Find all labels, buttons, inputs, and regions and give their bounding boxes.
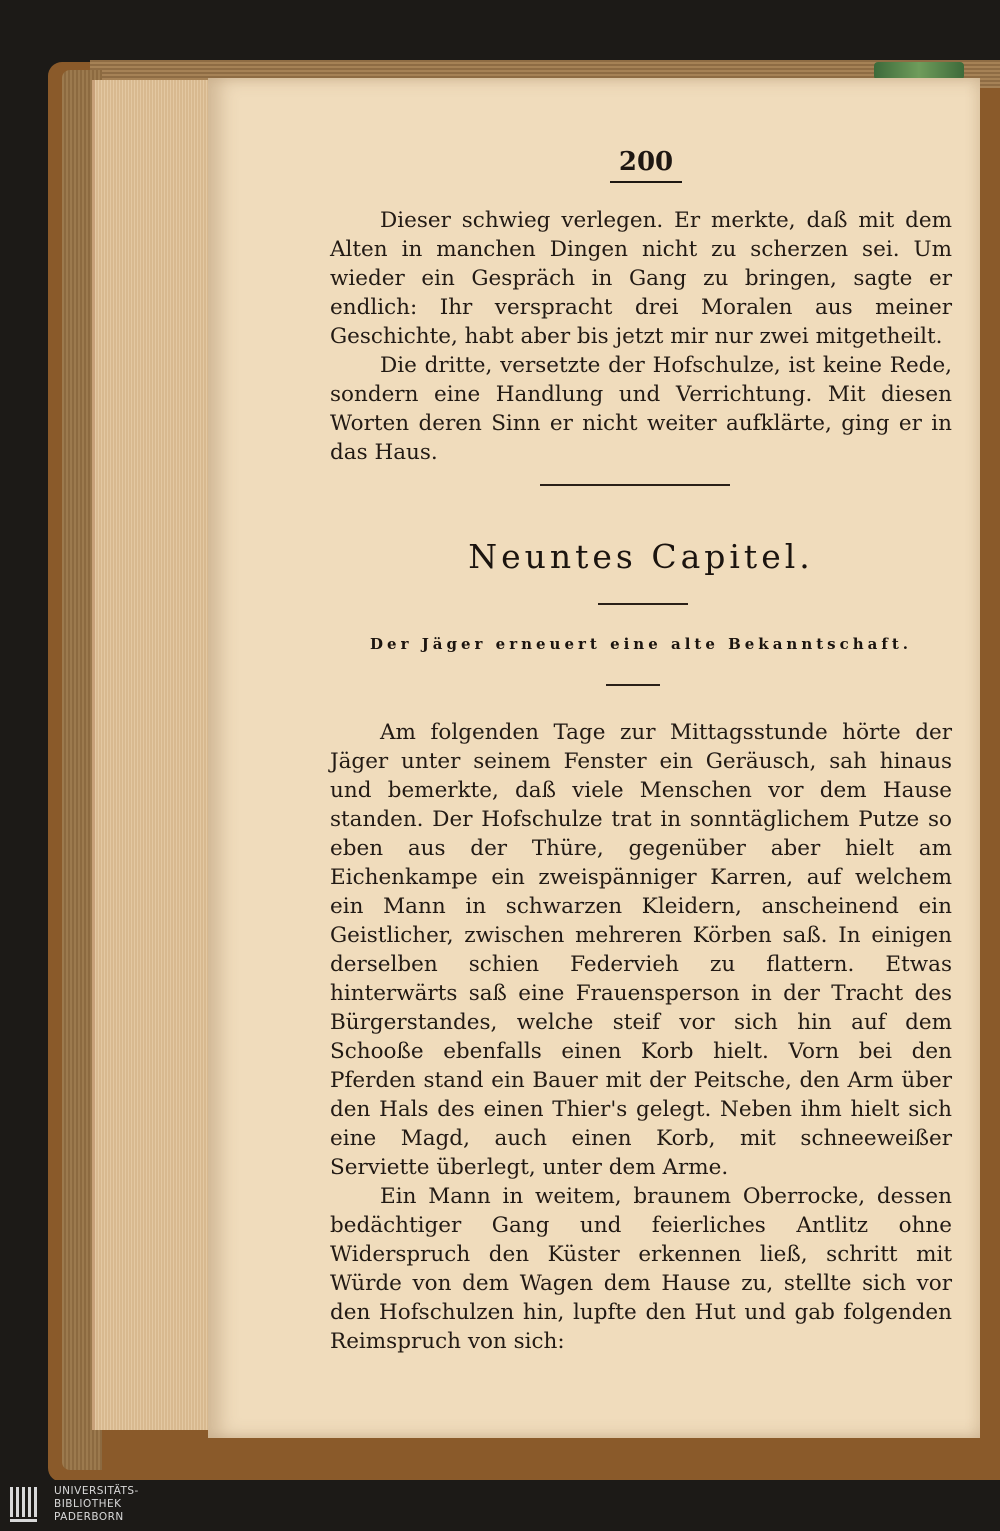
chapter-title: Neuntes Capitel.	[468, 537, 814, 576]
paragraph: Die dritte, versetzte der Hofschulze, ist keine Rede, sondern eine Handlung und Verrichtung. Mit diesen Worten deren Sinn er nicht weiter aufklärte, ging er in das Haus.	[330, 353, 952, 465]
footer-bar	[0, 1480, 1000, 1531]
page-edges	[92, 80, 213, 1430]
chapter-subtitle: Der Jäger erneuert eine alte Bekanntschaft.	[370, 635, 912, 653]
library-name	[54, 1485, 139, 1524]
subtitle-rule	[606, 684, 660, 686]
text-block-bottom	[330, 718, 952, 1356]
section-divider	[540, 484, 730, 486]
text-block-top	[330, 206, 952, 467]
library-name-line: BIBLIOTHEK	[54, 1498, 122, 1510]
library-name-line: UNIVERSITÄTS-	[54, 1485, 139, 1497]
paragraph: Ein Mann in weitem, braunem Oberrocke, dessen bedächtiger Gang und feierliches Antlitz ohne Widerspruch den Küster erkennen ließ, schritt mit Würde von dem Wagen dem Hause zu, stellte sich vor den Hofschulzen hin, lupfte den Hut und gab folgenden Reimspruch von sich:	[330, 1184, 952, 1354]
page-number: 200	[610, 147, 682, 183]
paragraph: Dieser schwieg verlegen. Er merkte, daß mit dem Alten in manchen Dingen nicht zu scherzen sei. Um wieder ein Gespräch in Gang zu bringen, sagte er endlich: Ihr verspracht drei Moralen aus meiner Geschichte, habt aber bis jetzt mir nur zwei mitgetheilt.	[330, 208, 952, 349]
title-rule	[598, 603, 688, 605]
library-name-line: PADERBORN	[54, 1511, 124, 1523]
library-logo-icon	[8, 1485, 44, 1525]
paragraph: Am folgenden Tage zur Mittagsstunde hörte der Jäger unter seinem Fenster ein Geräusch, sah hinaus und bemerkte, daß viele Menschen vor dem Hause standen. Der Hofschulze trat in sonntäglichem Putze so eben aus der Thüre, gegenüber aber hielt am Eichenkampe ein zweispänniger Karren, auf welchem ein Mann in schwarzen Kleidern, anscheinend ein Geistlicher, zwischen mehreren Körben saß. In einigen derselben schien Federvieh zu flattern. Etwas hinterwärts saß eine Frauensperson in der Tracht des Bürgerstandes, welche steif vor sich hin auf dem Schooße ebenfalls einen Korb hielt. Vorn bei den Pferden stand ein Bauer mit der Peitsche, den Arm über den Hals des einen Thier's gelegt. Neben ihm hielt sich eine Magd, auch einen Korb, mit schneeweißer Serviette überlegt, unter dem Arme.	[330, 720, 952, 1180]
